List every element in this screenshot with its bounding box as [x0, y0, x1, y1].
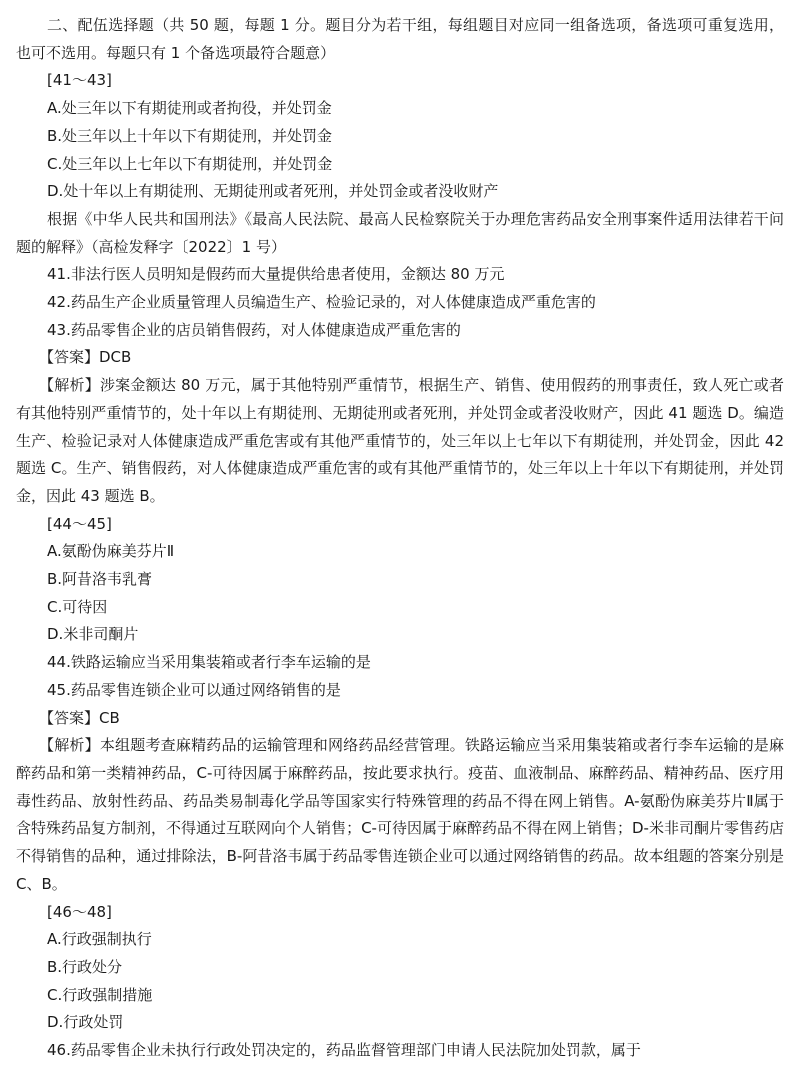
question-group-44-45: [16, 511, 784, 899]
option-a: A.氨酚伪麻美芬片Ⅱ: [47, 542, 175, 561]
question-44: 44.铁路运输应当采用集装箱或者行李车运输的是: [47, 653, 371, 672]
option-c: C.可待因: [47, 597, 108, 616]
group-range: [41～43]: [47, 71, 112, 90]
option-d: D.米非司酮片: [47, 625, 139, 644]
question-45: 45.药品零售连锁企业可以通过网络销售的是: [47, 680, 341, 699]
question-group-46-48: [16, 899, 784, 1065]
question-41: 41.非法行医人员明知是假药而大量提供给患者使用，金额达 80 万元: [47, 265, 505, 284]
analysis: 【解析】本组题考查麻精药品的运输管理和网络药品经营管理。铁路运输应当采用集装箱或者行李车运输的是麻醉药品和第一类精神药品，C-可待因属于麻醉药品，按此要求执行。疫苗、血液制品、麻醉药品、精神药品、医疗用毒性药品、放射性药品、药品类易制毒化学品等国家实行特殊管理的药品不得在网上销售。A-氨酚伪麻美芬片Ⅱ属于含特殊药品复方制剂，不得通过互联网向个人销售；C-可待因属于麻醉药品不得在网上销售；D-米非司酮片零售药店不得销售的品种，通过排除法，B-阿昔洛韦属于药品零售连锁企业可以通过网络销售的药品。故本组题的答案分别是 C、B。: [16, 736, 784, 893]
option-c: C.行政强制措施: [47, 985, 153, 1004]
group-range: [44～45]: [47, 514, 112, 533]
question-46: 46.药品零售企业未执行行政处罚决定的，药品监督管理部门申请人民法院加处罚款，属于: [47, 1041, 641, 1060]
option-b: B.行政处分: [47, 957, 123, 976]
question-group-41-43: [16, 67, 784, 510]
option-a: A.处三年以下有期徒刑或者拘役，并处罚金: [47, 99, 332, 118]
group-intro: 根据《中华人民共和国刑法》《最高人民法院、最高人民检察院关于办理危害药品安全刑事案件适用法律若干问题的解释》（高检发释字〔2022〕1 号）: [16, 209, 784, 256]
answer: 【答案】CB: [39, 708, 120, 727]
option-b: B.阿昔洛韦乳膏: [47, 570, 153, 589]
question-43: 43.药品零售企业的店员销售假药，对人体健康造成严重危害的: [47, 320, 461, 339]
option-a: A.行政强制执行: [47, 930, 152, 949]
answer: 【答案】DCB: [39, 348, 132, 367]
option-b: B.处三年以上十年以下有期徒刑，并处罚金: [47, 126, 333, 145]
option-d: D.处十年以上有期徒刑、无期徒刑或者死刑，并处罚金或者没收财产: [47, 182, 499, 201]
option-c: C.处三年以上七年以下有期徒刑，并处罚金: [47, 154, 333, 173]
option-d: D.行政处罚: [47, 1013, 124, 1032]
question-42: 42.药品生产企业质量管理人员编造生产、检验记录的，对人体健康造成严重危害的: [47, 293, 596, 312]
section-header: 二、配伍选择题（共 50 题，每题 1 分。题目分为若干组，每组题目对应同一组备选项，备选项可重复选用，也可不选用。每题只有 1 个备选项最符合题意）: [16, 16, 784, 62]
analysis: 【解析】涉案金额达 80 万元，属于其他特别严重情节，根据生产、销售、使用假药的刑事责任，致人死亡或者有其他特别严重情节的，处十年以上有期徒刑、无期徒刑或者死刑，并处罚金或者没收财产，因此 41 题选 D。编造生产、检验记录对人体健康造成严重危害或有其他严重情节的，处三年以上七年以下有期徒刑，并处罚金，因此 42 题选 C。生产、销售假药，对人体健康造成严重危害的或有其他严重情节的，处三年以上十年以下有期徒刑，并处罚金，因此 43 题选 B。: [16, 376, 784, 505]
group-range: [46～48]: [47, 902, 112, 921]
